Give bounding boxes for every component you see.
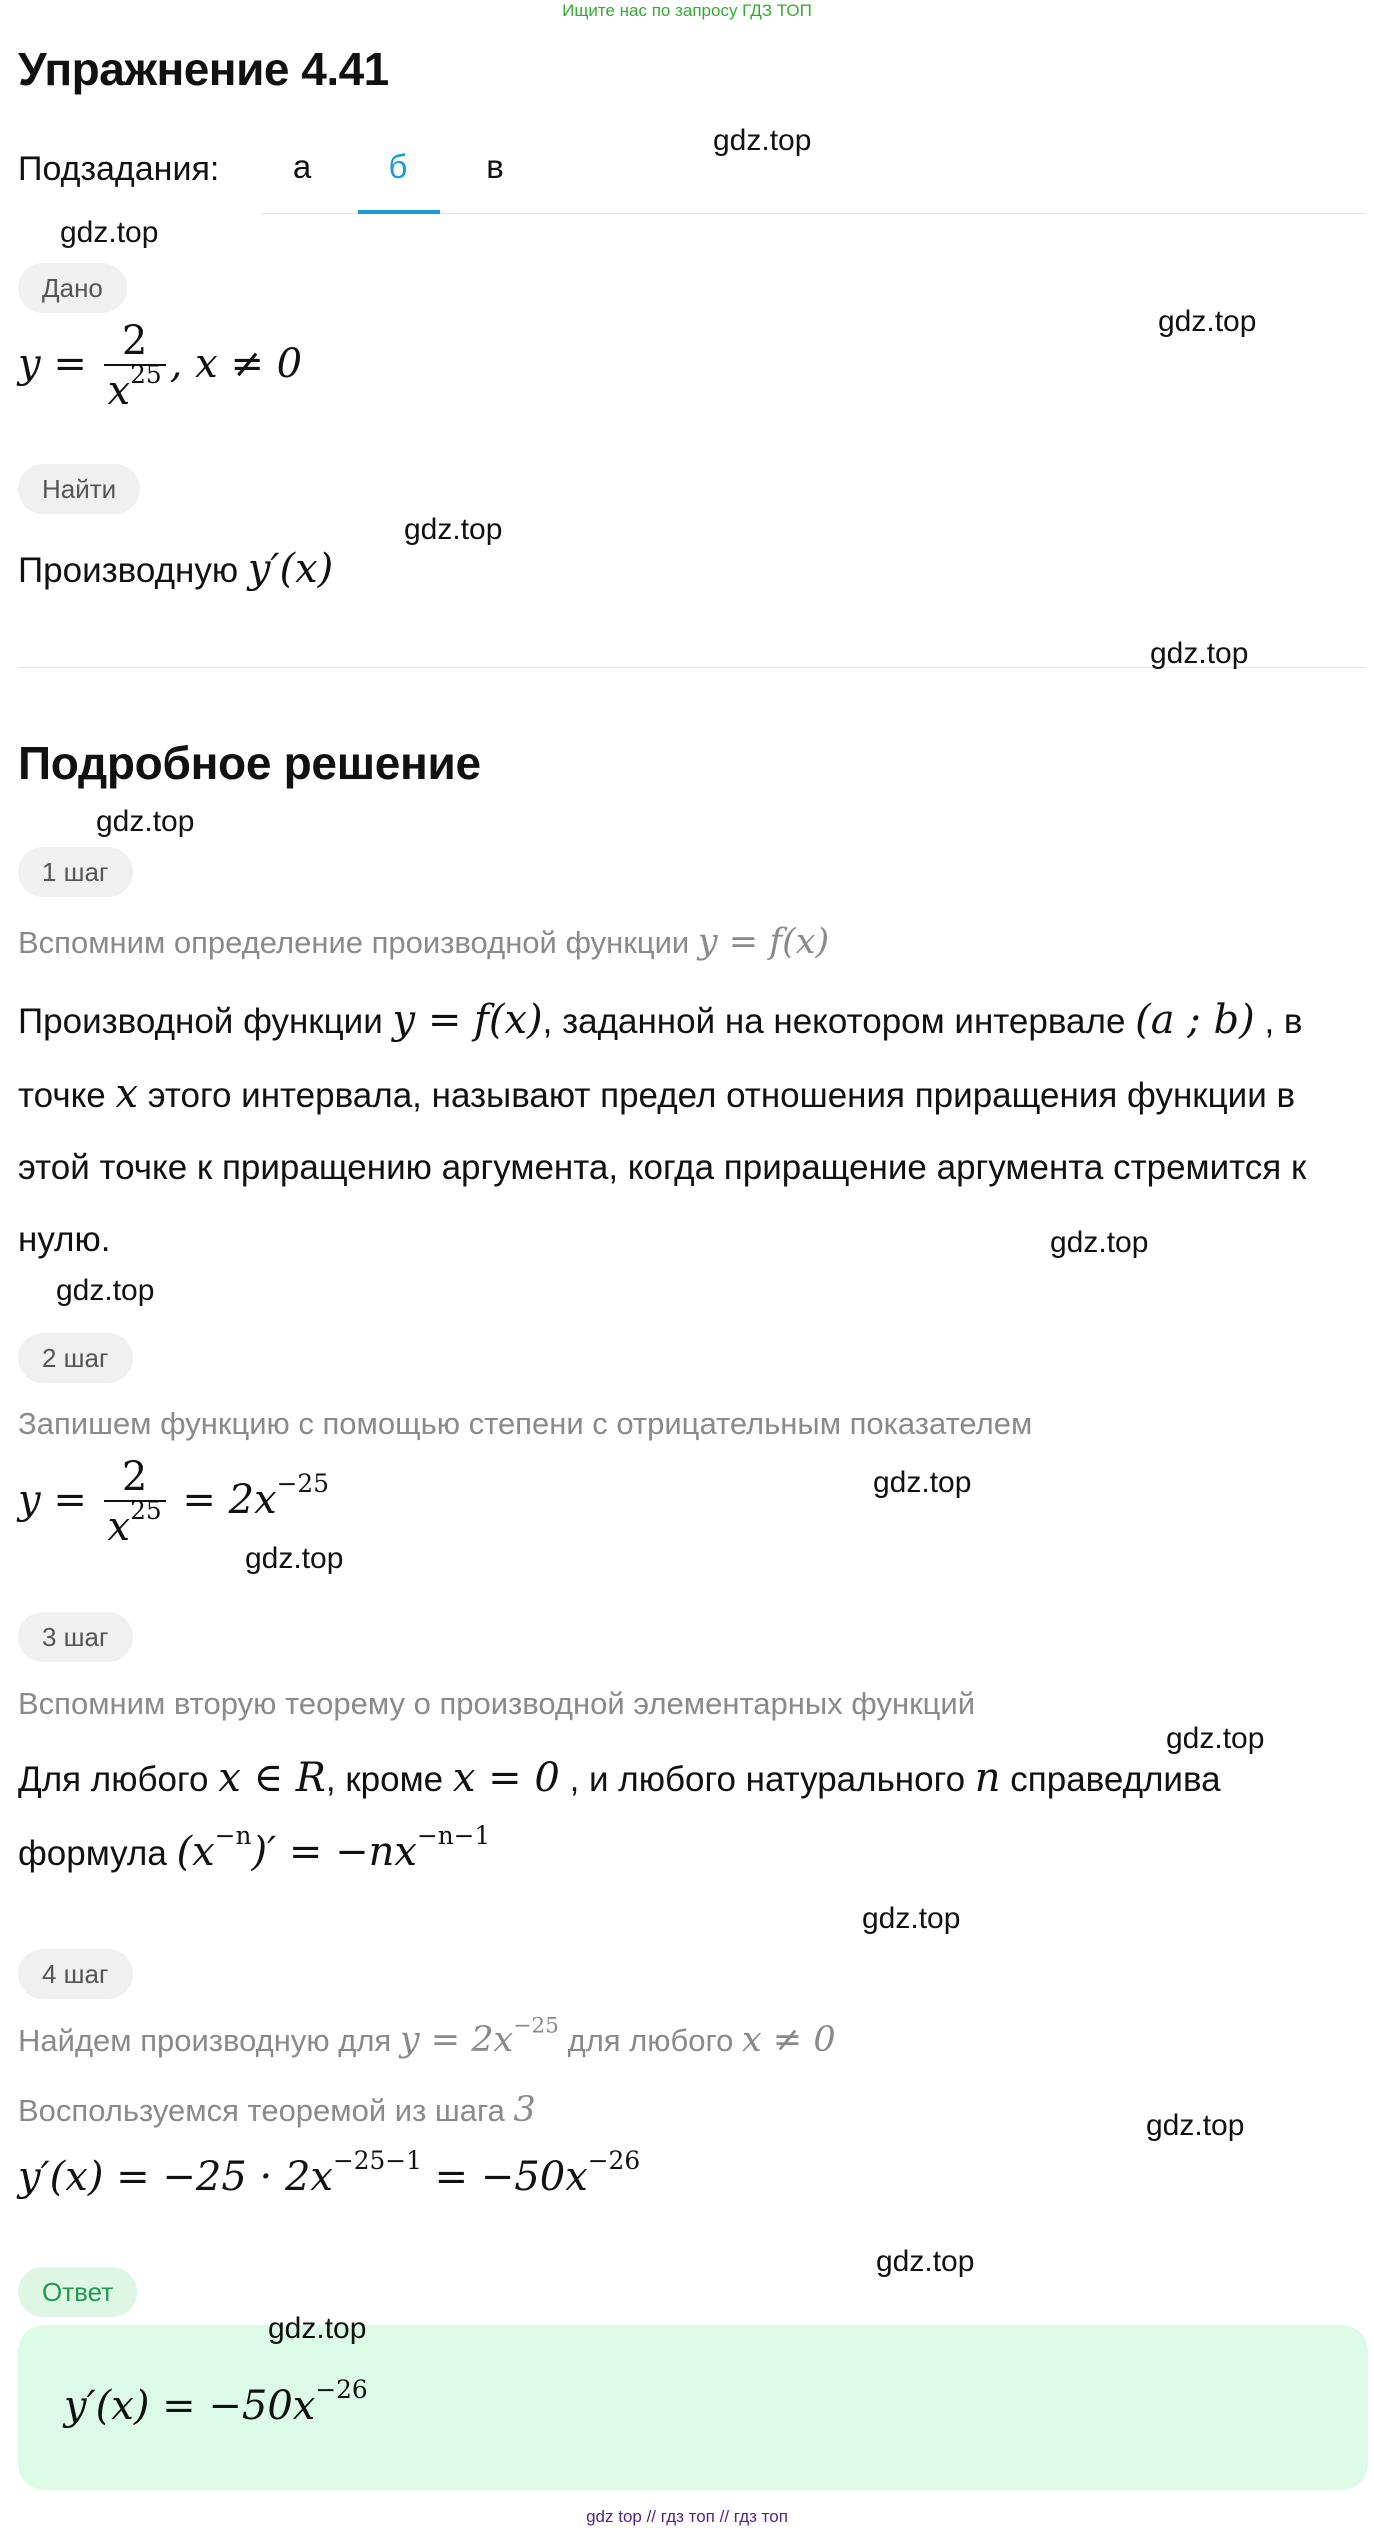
subtasks-label: Подзадания: xyxy=(18,150,220,188)
watermark: gdz.top xyxy=(1158,305,1257,338)
watermark: gdz.top xyxy=(60,216,159,249)
step-3-paragraph: Для любого x ∈ R, кроме x = 0 , и любого натурального n справедлива формула $(x^{-n})' = -nx^{-n-1}$ xyxy=(18,1755,1221,1875)
step-4-caption-1: Найдем производную для $y = 2x^{-25}$ для любого x ≠ 0 xyxy=(18,2013,836,2060)
watermark: gdz.top xyxy=(56,1274,155,1307)
watermark: gdz.top xyxy=(862,1902,961,1935)
step-2-formula: y = $\frac{2}{x^{25}}$ = $2x^{-25}$ xyxy=(18,1454,329,1550)
watermark: gdz.top xyxy=(873,1466,972,1499)
watermark: gdz.top xyxy=(713,124,812,157)
step-4-caption-2: Воспользуемся теоремой из шага 3 xyxy=(18,2090,536,2130)
step-3-caption: Вспомним вторую теорему о производной элементарных функций xyxy=(18,1686,976,1721)
find-text: Производную y′(x) xyxy=(18,546,334,592)
watermark: gdz.top xyxy=(268,2312,367,2345)
step-2-caption: Запишем функцию с помощью степени с отрицательным показателем xyxy=(18,1406,1033,1441)
active-tab-indicator xyxy=(358,210,440,214)
step-4-formula: $y'(x) = -25 \cdot 2x^{-25-1} = -50x^{-26}$ xyxy=(18,2145,641,2200)
answer-chip: Ответ xyxy=(18,2267,137,2317)
watermark: gdz.top xyxy=(404,513,503,546)
answer-box xyxy=(18,2325,1368,2490)
step-1-paragraph: Производной функции y = f(x), заданной на некотором интервале (a ; b) , в точке x этого интервала, называют предел отношения приращения функции в этой точке к приращению аргумента, когда приращение аргумента стремится к нулю. xyxy=(18,997,1307,1259)
tab-b[interactable]: б xyxy=(388,148,408,185)
watermark: gdz.top xyxy=(1166,1722,1265,1755)
step-4-chip: 4 шаг xyxy=(18,1949,133,1999)
step-3-chip: 3 шаг xyxy=(18,1612,133,1662)
watermark: gdz.top xyxy=(245,1542,344,1575)
page-title: Упражнение 4.41 xyxy=(18,43,389,95)
find-chip: Найти xyxy=(18,464,140,514)
answer-formula: $y'(x) = -50x^{-26}$ xyxy=(64,2374,368,2429)
step-1-chip: 1 шаг xyxy=(18,847,133,897)
watermark: gdz.top xyxy=(1150,637,1249,670)
given-formula: y = $\frac{2}{x^{25}}$ , x ≠ 0 xyxy=(18,318,303,414)
solution-title: Подробное решение xyxy=(18,737,481,789)
watermark: gdz.top xyxy=(96,805,195,838)
tab-a[interactable]: а xyxy=(292,148,312,185)
watermark: gdz.top xyxy=(876,2245,975,2278)
watermark: gdz.top xyxy=(1146,2109,1245,2142)
tab-v[interactable]: в xyxy=(486,148,504,185)
footer-links[interactable]: gdz top // гдз топ // гдз топ xyxy=(586,2507,788,2526)
top-banner: Ищите нас по запросу ГДЗ ТОП xyxy=(562,1,812,20)
step-2-chip: 2 шаг xyxy=(18,1333,133,1383)
given-chip: Дано xyxy=(18,263,127,313)
step-1-caption: Вспомним определение производной функции y = f(x) xyxy=(18,922,830,962)
watermark: gdz.top xyxy=(1050,1226,1149,1259)
